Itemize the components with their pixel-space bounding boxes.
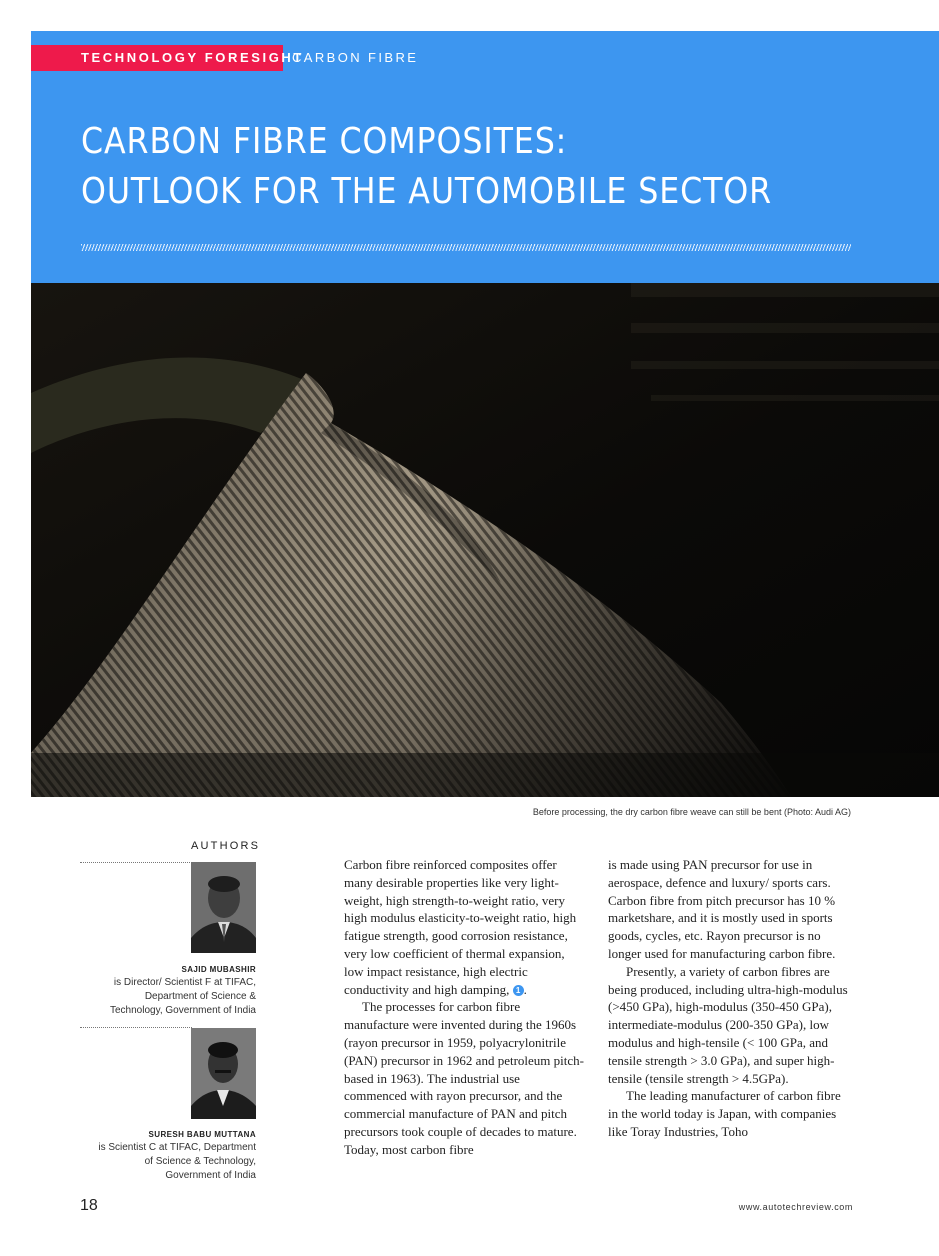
hatch-divider bbox=[81, 244, 851, 251]
paragraph: The leading manufacturer of carbon fibre in the world today is Japan, with companies like Toray Industries, Toho bbox=[608, 1088, 841, 1139]
author-desc-line: of Science & Technology, bbox=[144, 1155, 256, 1167]
author-photo-1 bbox=[191, 862, 256, 953]
author-desc-line: is Director/ Scientist F at TIFAC, bbox=[113, 977, 256, 988]
body-column-2 bbox=[608, 856, 848, 1141]
section-label: TECHNOLOGY FORESIGHT bbox=[81, 50, 304, 65]
paragraph bbox=[344, 856, 584, 998]
paragraph: Presently, a variety of carbon fibres are being produced, including ultra-high-modulus (>450 GPa), high-modulus (350-450 GPa), intermediate-modulus (200-350 GPa), low modulus and high-tensile (< 100 GPa, and tensile strength > 3.0 GPa), and super high-tensile (tensile strength > 4.5GPa). bbox=[608, 963, 848, 1086]
footer-url[interactable]: www.autotechreview.com bbox=[738, 1202, 853, 1212]
page-number: 18 bbox=[80, 1197, 98, 1214]
article-title bbox=[81, 117, 772, 217]
photo-caption: Before processing, the dry carbon fibre weave can still be bent (Photo: Audi AG) bbox=[532, 807, 851, 817]
figure-reference-icon: 1 bbox=[513, 985, 524, 996]
paragraph: is made using PAN precursor for use in aerospace, defence and luxury/ sports cars. Carbon fibre from pitch precursor has 10 % marketshare, and it is mostly used in sports goods, cycles, etc. Rayon precursor is no longer used for manufacturing carbon fibre. bbox=[608, 857, 836, 961]
portrait-image bbox=[191, 1028, 256, 1119]
hero-photo bbox=[31, 283, 939, 797]
author-photo-2 bbox=[191, 1028, 256, 1119]
author-desc-line: Technology, Government of India bbox=[109, 1004, 256, 1016]
title-line-2: OUTLOOK FOR THE AUTOMOBILE SECTOR bbox=[81, 171, 773, 212]
author-desc-line: Department of Science & bbox=[144, 990, 256, 1002]
author-desc-line: Government of India bbox=[165, 1169, 256, 1181]
author-name-1: SAJID MUBASHIR bbox=[181, 965, 256, 974]
author-desc-line: is Scientist C at TIFAC, Department bbox=[98, 1142, 256, 1153]
dotted-divider bbox=[80, 1027, 192, 1028]
section-tag bbox=[31, 45, 304, 71]
author-desc-1 bbox=[76, 976, 256, 1017]
paragraph-text: . bbox=[523, 981, 527, 997]
dotted-divider bbox=[80, 862, 192, 863]
author-name-2: SURESH BABU MUTTANA bbox=[148, 1130, 256, 1139]
portrait-image bbox=[191, 862, 256, 953]
authors-heading: AUTHORS bbox=[191, 840, 261, 852]
body-column-1 bbox=[344, 856, 584, 1159]
carbon-fibre-weave-image bbox=[31, 283, 939, 797]
author-desc-2 bbox=[76, 1141, 256, 1182]
header-banner bbox=[31, 31, 939, 283]
subsection-label: CARBON FIBRE bbox=[292, 50, 419, 65]
title-line-1: CARBON FIBRE COMPOSITES: bbox=[81, 121, 568, 162]
paragraph-text: Carbon fibre reinforced composites offer many desirable properties like very light-weight, high strength-to-weight ratio, very high modulus elasticity-to-weight ratio, high fatigue strength, good corrosion resistance, very low coefficient of thermal expansion, low impact resistance, high electric conductivity and high damping, bbox=[344, 857, 577, 997]
paragraph: The processes for carbon fibre manufacture were invented during the 1960s (rayon precursor in 1959, polyacrylonitrile (PAN) precursor in 1962 and petroleum pitch-based in 1963). The industrial use commenced with rayon precursor, and the commercial manufacture of PAN and pitch precursors took couple of decades to mature. Today, most carbon fibre bbox=[344, 999, 584, 1157]
